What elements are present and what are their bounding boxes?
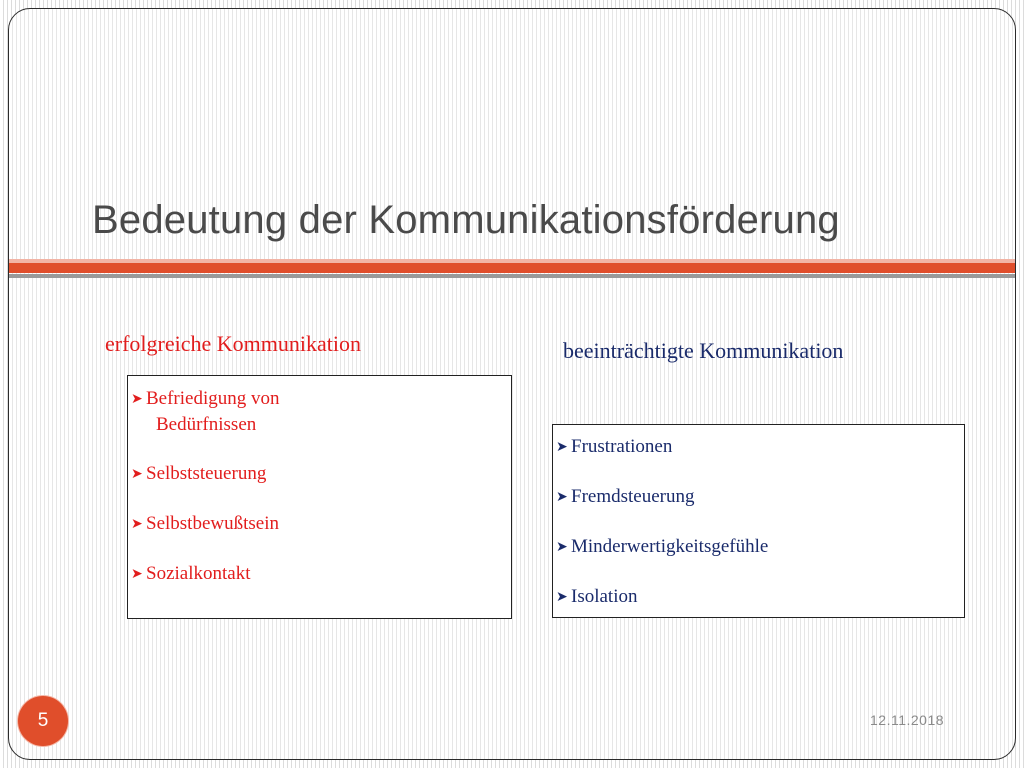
title-rule-gray	[9, 274, 1015, 278]
list-item-text: Minderwertigkeitsgefühle	[571, 536, 769, 557]
list-item	[128, 387, 511, 437]
successful-communication-box	[127, 375, 512, 619]
list-item	[553, 535, 964, 561]
impaired-communication-box	[552, 424, 965, 618]
arrowhead-bullet-icon: ➤	[556, 540, 568, 555]
title-rule-accent	[9, 263, 1015, 273]
list-item	[128, 512, 511, 538]
list-item-text: Sozialkontakt	[146, 562, 251, 584]
list-item-text: Selbststeuerung	[146, 462, 267, 484]
slide-title: Bedeutung der Kommunikationsförderung	[92, 198, 840, 242]
arrowhead-bullet-icon: ➤	[131, 466, 143, 482]
arrowhead-bullet-icon: ➤	[556, 490, 568, 505]
heading-successful-communication: erfolgreiche Kommunikation	[105, 331, 361, 356]
list-item-text: Fremdsteuerung	[571, 486, 695, 507]
list-item-text-continued: Bedürfnissen	[156, 413, 257, 435]
arrowhead-bullet-icon: ➤	[131, 566, 143, 582]
arrowhead-bullet-icon: ➤	[556, 590, 568, 605]
list-item	[553, 435, 964, 461]
arrowhead-bullet-icon: ➤	[131, 392, 143, 407]
slide-number-badge: 5	[18, 696, 68, 746]
slide-date: 12.11.2018	[870, 712, 945, 728]
list-item	[553, 585, 964, 611]
list-item-text: Frustrationen	[571, 436, 673, 457]
list-item	[128, 462, 511, 488]
list-item-text: Befriedigung von	[146, 388, 280, 409]
arrowhead-bullet-icon: ➤	[131, 516, 143, 532]
list-item	[553, 485, 964, 511]
heading-impaired-communication: beeinträchtigte Kommunikation	[563, 338, 844, 363]
list-item	[128, 562, 511, 588]
list-item-text: Isolation	[571, 586, 638, 607]
list-item-text: Selbstbewußtsein	[146, 512, 279, 534]
arrowhead-bullet-icon: ➤	[556, 440, 568, 455]
